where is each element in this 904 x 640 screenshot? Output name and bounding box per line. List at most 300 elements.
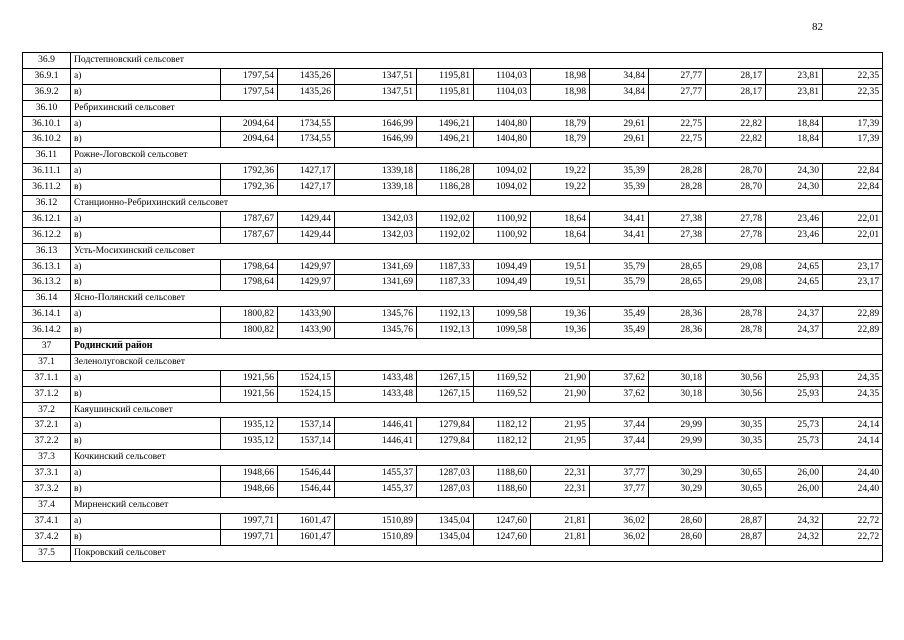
value-cell: 1948,66 <box>221 466 278 482</box>
value-cell: 1798,64 <box>221 275 278 291</box>
row-code: 36.14.1 <box>23 307 71 323</box>
row-variant: а) <box>71 307 221 323</box>
value-cell: 25,73 <box>766 434 823 450</box>
value-cell: 28,36 <box>649 307 706 323</box>
value-cell: 19,36 <box>531 323 590 339</box>
value-cell: 1247,60 <box>474 513 531 529</box>
value-cell: 18,79 <box>531 116 590 132</box>
row-code: 36.11 <box>23 148 71 164</box>
table-row <box>23 116 883 132</box>
value-cell: 22,01 <box>823 227 883 243</box>
value-cell: 1347,51 <box>335 84 417 100</box>
row-code: 36.9.2 <box>23 84 71 100</box>
value-cell: 30,29 <box>649 466 706 482</box>
value-cell: 37,77 <box>590 482 649 498</box>
page-number: 82 <box>812 21 823 33</box>
value-cell: 1524,15 <box>278 386 335 402</box>
value-cell: 1192,02 <box>417 211 474 227</box>
value-cell: 24,14 <box>823 434 883 450</box>
value-cell: 1510,89 <box>335 529 417 545</box>
row-code: 36.10 <box>23 100 71 116</box>
value-cell: 24,30 <box>766 164 823 180</box>
value-cell: 35,79 <box>590 275 649 291</box>
value-cell: 37,44 <box>590 418 649 434</box>
value-cell: 1997,71 <box>221 513 278 529</box>
row-code: 36.10.1 <box>23 116 71 132</box>
row-variant: а) <box>71 116 221 132</box>
value-cell: 1546,44 <box>278 482 335 498</box>
section-title: Станционно-Ребрихинский сельсовет <box>71 196 883 212</box>
value-cell: 1433,90 <box>278 307 335 323</box>
value-cell: 1186,28 <box>417 164 474 180</box>
value-cell: 1734,55 <box>278 116 335 132</box>
row-code: 36.12.1 <box>23 211 71 227</box>
value-cell: 36,02 <box>590 529 649 545</box>
value-cell: 29,61 <box>590 116 649 132</box>
row-code: 37.5 <box>23 545 71 561</box>
value-cell: 22,84 <box>823 180 883 196</box>
value-cell: 1800,82 <box>221 307 278 323</box>
section-header-row <box>23 291 883 307</box>
value-cell: 22,01 <box>823 211 883 227</box>
value-cell: 30,65 <box>706 482 766 498</box>
value-cell: 1792,36 <box>221 180 278 196</box>
row-code: 36.11.2 <box>23 180 71 196</box>
value-cell: 1948,66 <box>221 482 278 498</box>
value-cell: 1427,17 <box>278 180 335 196</box>
value-cell: 1094,49 <box>474 259 531 275</box>
value-cell: 1345,04 <box>417 513 474 529</box>
row-code: 37.4 <box>23 497 71 513</box>
value-cell: 36,02 <box>590 513 649 529</box>
value-cell: 2094,64 <box>221 116 278 132</box>
section-title: Усть-Мосихинский сельсовет <box>71 243 883 259</box>
value-cell: 35,39 <box>590 180 649 196</box>
row-code: 36.14.2 <box>23 323 71 339</box>
value-cell: 1537,14 <box>278 418 335 434</box>
value-cell: 28,78 <box>706 307 766 323</box>
value-cell: 22,82 <box>706 132 766 148</box>
value-cell: 1099,58 <box>474 323 531 339</box>
value-cell: 1429,44 <box>278 227 335 243</box>
row-variant: а) <box>71 211 221 227</box>
row-code: 37.3.1 <box>23 466 71 482</box>
table-row <box>23 84 883 100</box>
value-cell: 28,60 <box>649 529 706 545</box>
value-cell: 1433,48 <box>335 386 417 402</box>
value-cell: 1427,17 <box>278 164 335 180</box>
value-cell: 22,31 <box>531 482 590 498</box>
value-cell: 24,14 <box>823 418 883 434</box>
value-cell: 1342,03 <box>335 227 417 243</box>
row-variant: в) <box>71 275 221 291</box>
value-cell: 1798,64 <box>221 259 278 275</box>
value-cell: 1099,58 <box>474 307 531 323</box>
value-cell: 22,75 <box>649 116 706 132</box>
value-cell: 30,35 <box>706 434 766 450</box>
row-variant: в) <box>71 434 221 450</box>
value-cell: 22,89 <box>823 307 883 323</box>
value-cell: 1100,92 <box>474 211 531 227</box>
row-code: 36.10.2 <box>23 132 71 148</box>
value-cell: 1429,97 <box>278 275 335 291</box>
value-cell: 1104,03 <box>474 84 531 100</box>
value-cell: 35,49 <box>590 307 649 323</box>
value-cell: 1186,28 <box>417 180 474 196</box>
value-cell: 27,77 <box>649 84 706 100</box>
row-variant: а) <box>71 370 221 386</box>
row-code: 36.12 <box>23 196 71 212</box>
value-cell: 27,78 <box>706 227 766 243</box>
row-code: 36.12.2 <box>23 227 71 243</box>
value-cell: 1935,12 <box>221 434 278 450</box>
value-cell: 1345,76 <box>335 307 417 323</box>
value-cell: 1279,84 <box>417 418 474 434</box>
row-code: 37.1 <box>23 354 71 370</box>
row-code: 36.9 <box>23 53 71 69</box>
value-cell: 29,99 <box>649 418 706 434</box>
value-cell: 27,77 <box>649 68 706 84</box>
table-row <box>23 434 883 450</box>
table-body <box>23 53 883 562</box>
value-cell: 30,56 <box>706 370 766 386</box>
row-variant: в) <box>71 323 221 339</box>
table-row <box>23 529 883 545</box>
table-row <box>23 323 883 339</box>
value-cell: 1510,89 <box>335 513 417 529</box>
row-code: 37.3.2 <box>23 482 71 498</box>
value-cell: 29,99 <box>649 434 706 450</box>
value-cell: 27,78 <box>706 211 766 227</box>
value-cell: 1287,03 <box>417 482 474 498</box>
value-cell: 1646,99 <box>335 116 417 132</box>
value-cell: 28,65 <box>649 275 706 291</box>
value-cell: 1546,44 <box>278 466 335 482</box>
value-cell: 23,46 <box>766 227 823 243</box>
row-variant: в) <box>71 132 221 148</box>
value-cell: 22,89 <box>823 323 883 339</box>
tariff-table <box>22 52 883 562</box>
table-row <box>23 68 883 84</box>
row-variant: а) <box>71 418 221 434</box>
value-cell: 23,17 <box>823 259 883 275</box>
section-header-row <box>23 402 883 418</box>
value-cell: 1921,56 <box>221 386 278 402</box>
value-cell: 21,95 <box>531 434 590 450</box>
row-code: 37.2 <box>23 402 71 418</box>
section-header-row <box>23 450 883 466</box>
value-cell: 26,00 <box>766 482 823 498</box>
value-cell: 25,73 <box>766 418 823 434</box>
value-cell: 24,30 <box>766 180 823 196</box>
value-cell: 17,39 <box>823 132 883 148</box>
value-cell: 18,84 <box>766 132 823 148</box>
row-variant: в) <box>71 529 221 545</box>
value-cell: 34,41 <box>590 227 649 243</box>
value-cell: 1446,41 <box>335 434 417 450</box>
value-cell: 30,65 <box>706 466 766 482</box>
table-row <box>23 275 883 291</box>
value-cell: 1429,97 <box>278 259 335 275</box>
value-cell: 28,17 <box>706 68 766 84</box>
value-cell: 26,00 <box>766 466 823 482</box>
row-code: 36.13.1 <box>23 259 71 275</box>
value-cell: 1537,14 <box>278 434 335 450</box>
value-cell: 1182,12 <box>474 434 531 450</box>
value-cell: 1104,03 <box>474 68 531 84</box>
row-variant: в) <box>71 84 221 100</box>
section-header-row <box>23 243 883 259</box>
value-cell: 1797,54 <box>221 84 278 100</box>
section-header-row <box>23 497 883 513</box>
table-row <box>23 180 883 196</box>
value-cell: 1339,18 <box>335 180 417 196</box>
district-header-row <box>23 339 883 355</box>
value-cell: 18,98 <box>531 68 590 84</box>
value-cell: 37,62 <box>590 370 649 386</box>
table-row <box>23 227 883 243</box>
value-cell: 29,61 <box>590 132 649 148</box>
value-cell: 25,93 <box>766 370 823 386</box>
row-code: 37.4.2 <box>23 529 71 545</box>
value-cell: 35,79 <box>590 259 649 275</box>
value-cell: 30,35 <box>706 418 766 434</box>
value-cell: 22,35 <box>823 84 883 100</box>
value-cell: 1524,15 <box>278 370 335 386</box>
value-cell: 28,60 <box>649 513 706 529</box>
row-variant: а) <box>71 68 221 84</box>
value-cell: 1339,18 <box>335 164 417 180</box>
value-cell: 1787,67 <box>221 227 278 243</box>
value-cell: 19,51 <box>531 259 590 275</box>
row-variant: в) <box>71 386 221 402</box>
value-cell: 18,64 <box>531 211 590 227</box>
value-cell: 1195,81 <box>417 84 474 100</box>
row-variant: а) <box>71 466 221 482</box>
value-cell: 28,78 <box>706 323 766 339</box>
row-variant: а) <box>71 259 221 275</box>
value-cell: 1446,41 <box>335 418 417 434</box>
value-cell: 1404,80 <box>474 132 531 148</box>
value-cell: 1792,36 <box>221 164 278 180</box>
section-title: Зеленолуговской сельсовет <box>71 354 883 370</box>
table-row <box>23 307 883 323</box>
value-cell: 24,40 <box>823 482 883 498</box>
value-cell: 1345,04 <box>417 529 474 545</box>
value-cell: 29,08 <box>706 275 766 291</box>
table-row <box>23 370 883 386</box>
value-cell: 1188,60 <box>474 482 531 498</box>
row-code: 37 <box>23 339 71 355</box>
value-cell: 22,72 <box>823 529 883 545</box>
value-cell: 37,62 <box>590 386 649 402</box>
value-cell: 22,35 <box>823 68 883 84</box>
value-cell: 30,18 <box>649 386 706 402</box>
value-cell: 1435,26 <box>278 68 335 84</box>
value-cell: 24,37 <box>766 323 823 339</box>
value-cell: 28,28 <box>649 180 706 196</box>
value-cell: 19,22 <box>531 180 590 196</box>
value-cell: 28,28 <box>649 164 706 180</box>
value-cell: 1182,12 <box>474 418 531 434</box>
value-cell: 23,17 <box>823 275 883 291</box>
value-cell: 21,81 <box>531 513 590 529</box>
row-code: 36.14 <box>23 291 71 307</box>
row-code: 37.3 <box>23 450 71 466</box>
value-cell: 29,08 <box>706 259 766 275</box>
section-header-row <box>23 354 883 370</box>
value-cell: 1195,81 <box>417 68 474 84</box>
value-cell: 1496,21 <box>417 132 474 148</box>
table-row <box>23 513 883 529</box>
value-cell: 35,49 <box>590 323 649 339</box>
value-cell: 17,39 <box>823 116 883 132</box>
value-cell: 1188,60 <box>474 466 531 482</box>
value-cell: 22,82 <box>706 116 766 132</box>
value-cell: 34,41 <box>590 211 649 227</box>
value-cell: 28,87 <box>706 513 766 529</box>
value-cell: 1601,47 <box>278 513 335 529</box>
value-cell: 23,81 <box>766 84 823 100</box>
value-cell: 1455,37 <box>335 466 417 482</box>
value-cell: 21,81 <box>531 529 590 545</box>
table-row <box>23 164 883 180</box>
value-cell: 1100,92 <box>474 227 531 243</box>
value-cell: 34,84 <box>590 68 649 84</box>
value-cell: 1192,02 <box>417 227 474 243</box>
value-cell: 21,90 <box>531 386 590 402</box>
table-row <box>23 418 883 434</box>
value-cell: 28,36 <box>649 323 706 339</box>
value-cell: 1997,71 <box>221 529 278 545</box>
value-cell: 18,79 <box>531 132 590 148</box>
value-cell: 24,35 <box>823 386 883 402</box>
row-variant: а) <box>71 164 221 180</box>
value-cell: 27,38 <box>649 227 706 243</box>
value-cell: 30,29 <box>649 482 706 498</box>
value-cell: 28,70 <box>706 180 766 196</box>
value-cell: 27,38 <box>649 211 706 227</box>
section-header-row <box>23 196 883 212</box>
value-cell: 30,56 <box>706 386 766 402</box>
value-cell: 1433,90 <box>278 323 335 339</box>
section-title: Мирненский сельсовет <box>71 497 883 513</box>
section-header-row <box>23 545 883 561</box>
row-code: 36.11.1 <box>23 164 71 180</box>
value-cell: 22,84 <box>823 164 883 180</box>
value-cell: 30,18 <box>649 370 706 386</box>
row-code: 37.2.1 <box>23 418 71 434</box>
value-cell: 24,32 <box>766 513 823 529</box>
value-cell: 1192,13 <box>417 307 474 323</box>
section-title: Подстепновский сельсовет <box>71 53 883 69</box>
value-cell: 1267,15 <box>417 370 474 386</box>
row-variant: а) <box>71 513 221 529</box>
value-cell: 1341,69 <box>335 259 417 275</box>
row-code: 36.9.1 <box>23 68 71 84</box>
row-code: 36.13.2 <box>23 275 71 291</box>
section-title: Каяушинский сельсовет <box>71 402 883 418</box>
value-cell: 1435,26 <box>278 84 335 100</box>
value-cell: 24,65 <box>766 259 823 275</box>
row-variant: в) <box>71 482 221 498</box>
section-title: Кочкинский сельсовет <box>71 450 883 466</box>
value-cell: 24,35 <box>823 370 883 386</box>
row-code: 36.13 <box>23 243 71 259</box>
table-row <box>23 132 883 148</box>
row-code: 37.1.1 <box>23 370 71 386</box>
value-cell: 1429,44 <box>278 211 335 227</box>
value-cell: 1169,52 <box>474 386 531 402</box>
value-cell: 1433,48 <box>335 370 417 386</box>
value-cell: 1601,47 <box>278 529 335 545</box>
value-cell: 1797,54 <box>221 68 278 84</box>
table-row <box>23 482 883 498</box>
value-cell: 1094,49 <box>474 275 531 291</box>
value-cell: 1094,02 <box>474 180 531 196</box>
value-cell: 1247,60 <box>474 529 531 545</box>
value-cell: 1921,56 <box>221 370 278 386</box>
value-cell: 22,75 <box>649 132 706 148</box>
value-cell: 24,65 <box>766 275 823 291</box>
value-cell: 22,31 <box>531 466 590 482</box>
value-cell: 19,36 <box>531 307 590 323</box>
value-cell: 28,65 <box>649 259 706 275</box>
value-cell: 19,51 <box>531 275 590 291</box>
value-cell: 1094,02 <box>474 164 531 180</box>
table-row <box>23 211 883 227</box>
district-title: Родинский район <box>71 339 883 355</box>
value-cell: 34,84 <box>590 84 649 100</box>
value-cell: 1342,03 <box>335 211 417 227</box>
value-cell: 1646,99 <box>335 132 417 148</box>
value-cell: 1187,33 <box>417 259 474 275</box>
section-title: Ребрихинский сельсовет <box>71 100 883 116</box>
value-cell: 1187,33 <box>417 275 474 291</box>
section-title: Рожне-Логовской сельсовет <box>71 148 883 164</box>
value-cell: 1192,13 <box>417 323 474 339</box>
value-cell: 28,87 <box>706 529 766 545</box>
value-cell: 1347,51 <box>335 68 417 84</box>
value-cell: 24,37 <box>766 307 823 323</box>
value-cell: 22,72 <box>823 513 883 529</box>
table-row <box>23 386 883 402</box>
row-code: 37.2.2 <box>23 434 71 450</box>
value-cell: 37,44 <box>590 434 649 450</box>
value-cell: 24,40 <box>823 466 883 482</box>
value-cell: 1404,80 <box>474 116 531 132</box>
table-row <box>23 466 883 482</box>
value-cell: 28,17 <box>706 84 766 100</box>
row-variant: в) <box>71 180 221 196</box>
value-cell: 1935,12 <box>221 418 278 434</box>
row-variant: в) <box>71 227 221 243</box>
value-cell: 1169,52 <box>474 370 531 386</box>
value-cell: 37,77 <box>590 466 649 482</box>
row-code: 37.4.1 <box>23 513 71 529</box>
value-cell: 23,81 <box>766 68 823 84</box>
section-title: Ясно-Полянский сельсовет <box>71 291 883 307</box>
section-header-row <box>23 53 883 69</box>
value-cell: 1345,76 <box>335 323 417 339</box>
value-cell: 1341,69 <box>335 275 417 291</box>
value-cell: 24,32 <box>766 529 823 545</box>
value-cell: 28,70 <box>706 164 766 180</box>
section-header-row <box>23 100 883 116</box>
value-cell: 2094,64 <box>221 132 278 148</box>
value-cell: 18,64 <box>531 227 590 243</box>
value-cell: 1496,21 <box>417 116 474 132</box>
